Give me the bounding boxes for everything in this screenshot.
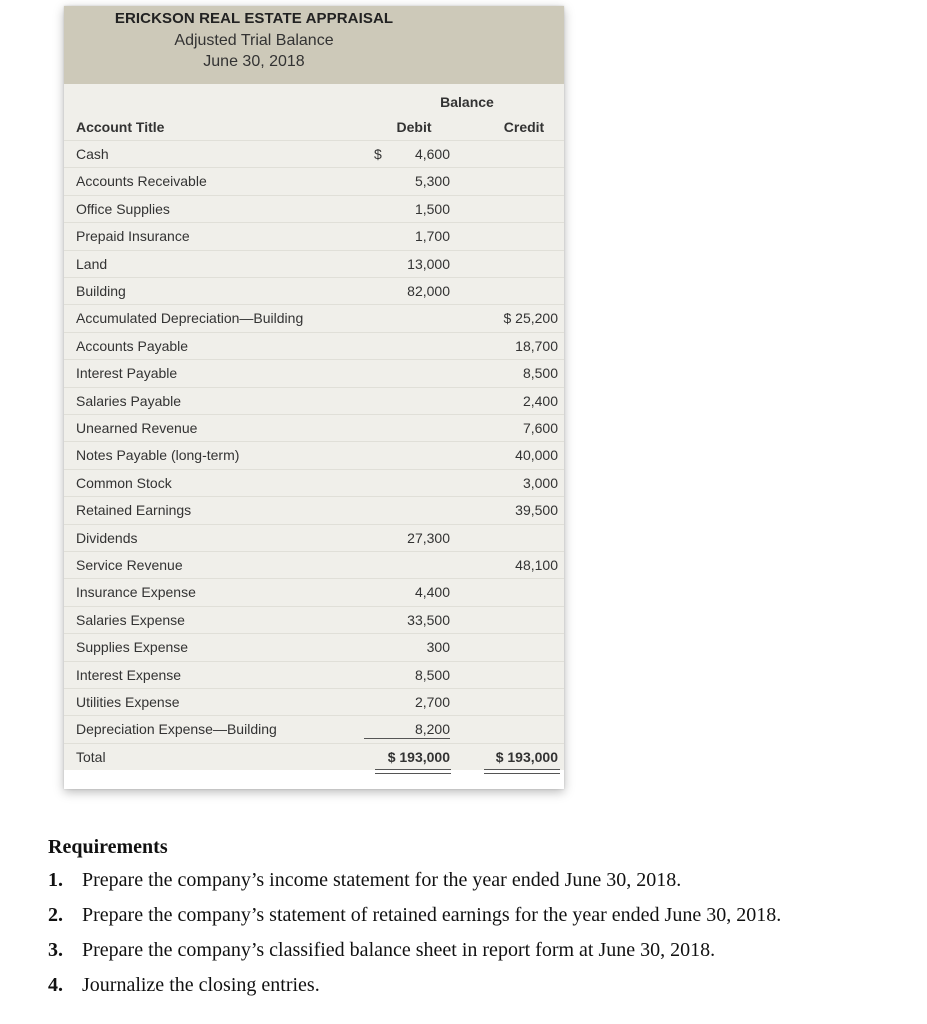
debit-dollar-sign: $ [374, 146, 382, 162]
table-row [64, 168, 564, 195]
trial-balance-card [64, 6, 564, 789]
account-name: Prepaid Insurance [76, 228, 190, 245]
account-name: Salaries Payable [76, 392, 182, 409]
total-debit: $ 193,000 [387, 748, 450, 765]
statement-date: June 30, 2018 [203, 53, 305, 70]
table-row [64, 141, 564, 168]
account-name: Land [76, 255, 108, 272]
table-row [64, 634, 564, 661]
credit-amount: 8,500 [522, 365, 558, 382]
account-name: Accounts Receivable [76, 173, 207, 190]
table-row [64, 662, 564, 689]
requirement-number: 3. [48, 939, 63, 961]
table-row [64, 607, 564, 634]
account-name: Service Revenue [76, 557, 183, 573]
table-row [64, 442, 564, 469]
table-row [64, 388, 564, 415]
account-name: Depreciation Expense—Building [76, 721, 277, 738]
account-name: Office Supplies [76, 200, 170, 217]
credit-amount: 39,500 [515, 502, 558, 519]
account-name: Cash [76, 146, 109, 162]
requirement-number: 2. [48, 904, 63, 926]
column-header-row [64, 114, 564, 141]
credit-header: Credit [503, 119, 545, 135]
table-row [64, 579, 564, 606]
requirement-text: Journalize the closing entries. [82, 974, 320, 996]
total-credit: $ 193,000 [495, 748, 558, 765]
account-name: Unearned Revenue [76, 420, 198, 436]
account-title-header: Account Title [76, 119, 165, 135]
account-name: Interest Payable [76, 365, 178, 382]
table-row [64, 196, 564, 223]
debit-amount: 8,500 [414, 666, 450, 683]
debit-amount: 4,600 [414, 146, 450, 162]
requirements-section [48, 836, 918, 1009]
statement-title: Adjusted Trial Balance [174, 32, 334, 49]
table-row [64, 689, 564, 716]
debit-amount: 33,500 [407, 611, 450, 628]
table-row [64, 223, 564, 250]
account-name: Insurance Expense [76, 584, 196, 601]
account-name: Dividends [76, 529, 138, 546]
credit-amount: 40,000 [515, 447, 558, 464]
requirements-list [48, 869, 918, 997]
requirement-item [48, 974, 918, 997]
credit-amount: 7,600 [522, 420, 558, 436]
requirement-text: Prepare the company’s income statement for the year ended June 30, 2018. [82, 869, 682, 891]
debit-amount: 82,000 [407, 283, 450, 299]
account-name: Building [76, 283, 126, 299]
table-row [64, 552, 564, 579]
debit-amount: 1,500 [414, 200, 450, 217]
total-row [64, 744, 564, 771]
requirement-item [48, 904, 918, 927]
account-name: Accounts Payable [76, 337, 189, 354]
company-name: ERICKSON REAL ESTATE APPRAISAL [114, 10, 394, 27]
total-label: Total [76, 748, 106, 765]
credit-amount: 2,400 [522, 392, 558, 409]
account-name: Utilities Expense [76, 694, 180, 710]
table-row [64, 415, 564, 442]
credit-amount: 18,700 [515, 337, 558, 354]
debit-amount: 8,200 [364, 721, 450, 739]
account-name: Common Stock [76, 474, 172, 491]
account-name: Notes Payable (long-term) [76, 447, 240, 464]
debit-amount: 4,400 [414, 584, 450, 601]
debit-amount: 5,300 [414, 173, 450, 190]
requirement-item [48, 939, 918, 962]
balance-column-group-header: Balance [440, 94, 494, 110]
requirements-title: Requirements [48, 836, 168, 858]
requirement-item [48, 869, 918, 892]
account-name: Accumulated Depreciation—Building [76, 310, 304, 327]
account-name: Interest Expense [76, 666, 182, 683]
trial-balance-header [64, 6, 564, 84]
table-row [64, 497, 564, 524]
total-credit-double-underline [484, 769, 560, 774]
requirement-text: Prepare the company’s classified balance sheet in report form at June 30, 2018. [82, 939, 716, 961]
debit-amount: 2,700 [414, 694, 450, 710]
account-name: Supplies Expense [76, 639, 189, 656]
credit-amount: $ 25,200 [503, 310, 558, 327]
total-debit-double-underline [375, 769, 451, 774]
account-name: Retained Earnings [76, 502, 192, 519]
debit-amount: 1,700 [414, 228, 450, 245]
table-row [64, 470, 564, 497]
table-row [64, 333, 564, 360]
credit-amount: 48,100 [515, 557, 558, 573]
requirement-number: 1. [48, 869, 63, 891]
table-row [64, 716, 564, 743]
debit-amount: 300 [426, 639, 450, 656]
credit-amount: 3,000 [522, 474, 558, 491]
requirement-number: 4. [48, 974, 63, 996]
table-row [64, 360, 564, 387]
debit-amount: 13,000 [407, 255, 450, 272]
requirement-text: Prepare the company’s statement of retained earnings for the year ended June 30, 2018. [82, 904, 782, 926]
trial-balance-table [64, 84, 564, 789]
account-name: Salaries Expense [76, 611, 185, 628]
debit-amount: 27,300 [407, 529, 450, 546]
table-row [64, 305, 564, 332]
table-row [64, 278, 564, 305]
table-row [64, 525, 564, 552]
debit-header: Debit [396, 119, 432, 135]
table-row [64, 251, 564, 278]
